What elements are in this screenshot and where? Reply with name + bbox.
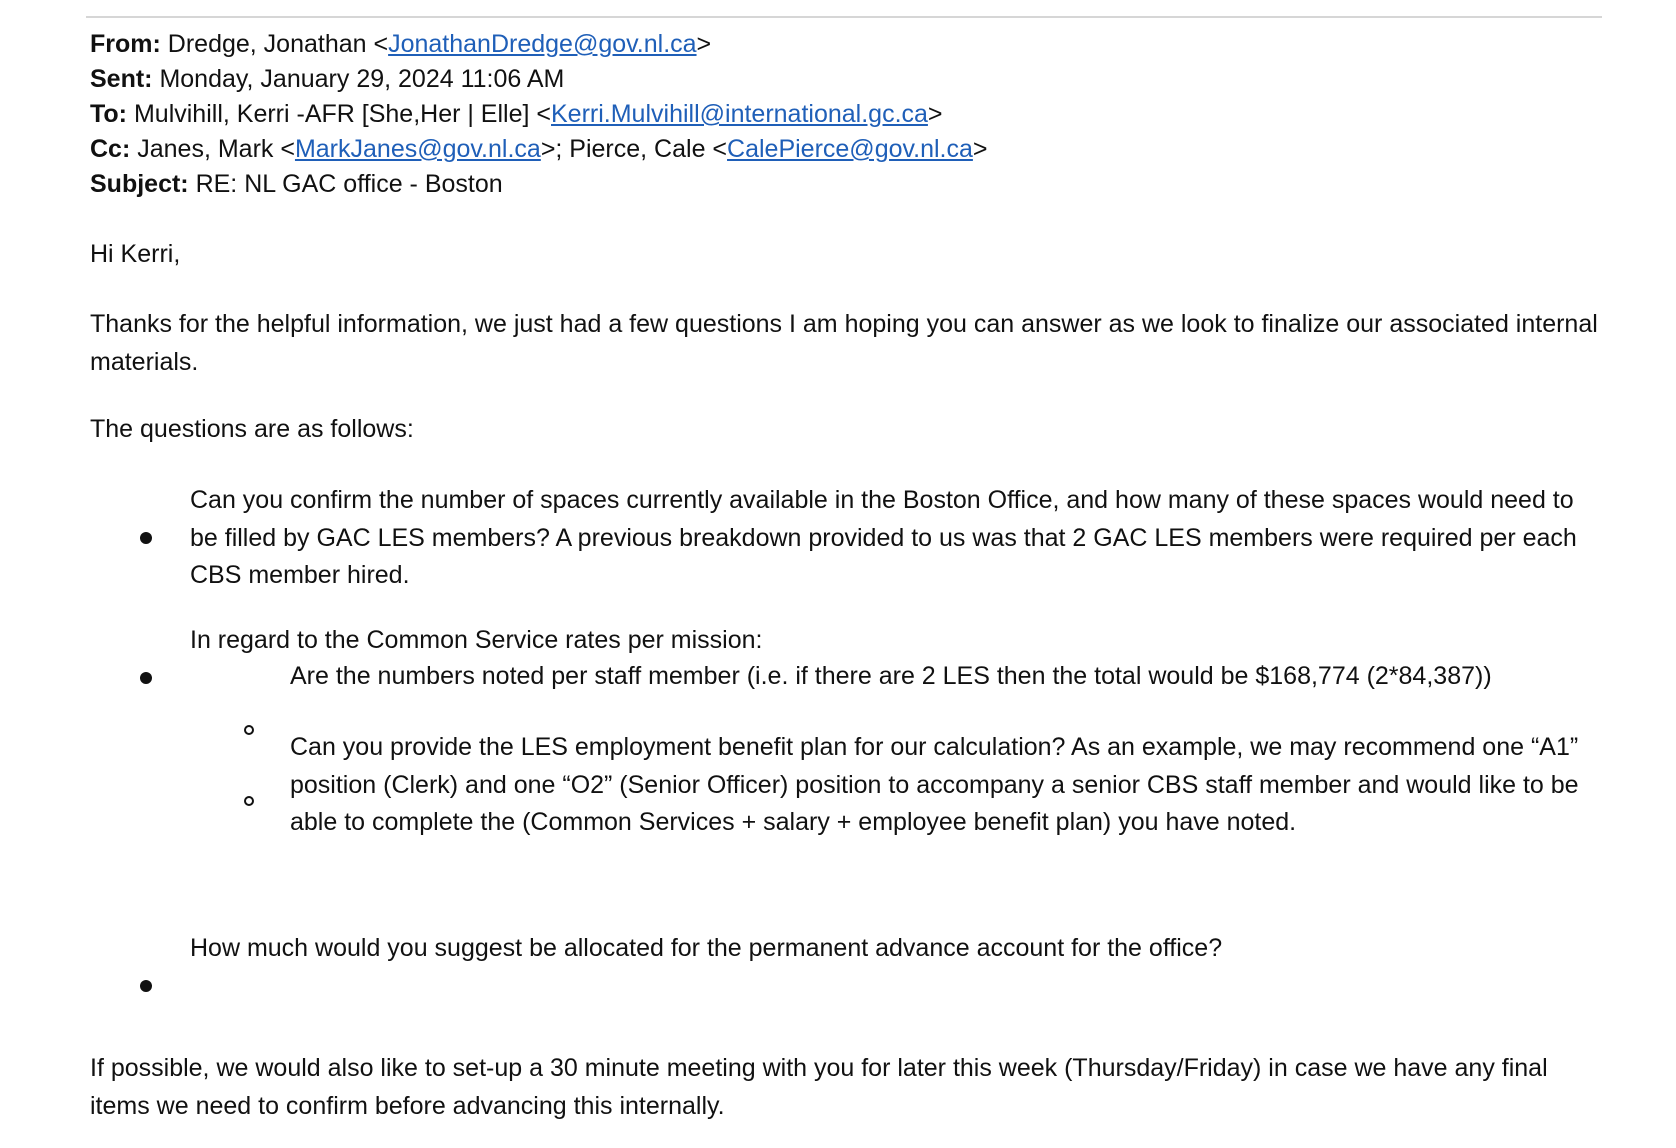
questions-intro: The questions are as follows: [90, 415, 414, 443]
subject-value: RE: NL GAC office - Boston [195, 170, 503, 198]
from-close: > [696, 30, 712, 58]
subject-label: Subject: [90, 170, 189, 198]
bullet-dot [140, 672, 152, 684]
from-label: From: [90, 30, 161, 58]
sub-bullet-item-1: Are the numbers noted per staff member (i.e. if there are 2 LES then the total would be $168,774 (2*84,387)) [290, 662, 1492, 690]
greeting: Hi Kerri, [90, 240, 181, 268]
to-name: Mulvihill, Kerri -AFR [She,Her | Elle] < [133, 100, 551, 128]
cc-close: > [972, 135, 988, 163]
subject-line [90, 166, 503, 202]
header-divider [86, 16, 1602, 18]
to-line [90, 96, 943, 132]
to-label: To: [90, 100, 128, 128]
cc-line [90, 131, 988, 167]
sent-value: Monday, January 29, 2024 11:06 AM [159, 65, 565, 93]
bullet-item-2: In regard to the Common Service rates per mission: [190, 626, 763, 654]
to-close: > [927, 100, 943, 128]
cc-email-link-2[interactable]: CalePierce@gov.nl.ca [727, 135, 973, 163]
from-line [90, 26, 711, 62]
cc-email-link-1[interactable]: MarkJanes@gov.nl.ca [294, 135, 541, 163]
bullet-item-3: How much would you suggest be allocated for the permanent advance account for the office? [190, 934, 1223, 962]
bullet-dot [140, 980, 152, 992]
sent-label: Sent: [90, 65, 153, 93]
bullet-dot [140, 532, 152, 544]
sent-line [90, 61, 564, 97]
from-email-link[interactable]: JonathanDredge@gov.nl.ca [388, 30, 697, 58]
cc-separator: >; Pierce, Cale < [540, 135, 728, 163]
sub-bullet-circle [244, 725, 254, 735]
sub-bullet-item-2: Can you provide the LES employment benefit plan for our calculation? As an example, we may recommend one “A1” position (Clerk) and one “O2” (Senior Officer) position to accompany a senior CBS staff member and would like to be able to complete the (Common Services + salary + employee benefit plan) you have noted. [290, 733, 1579, 836]
to-email-link[interactable]: Kerri.Mulvihill@international.gc.ca [551, 100, 928, 128]
from-name: Dredge, Jonathan < [167, 30, 389, 58]
intro-paragraph: Thanks for the helpful information, we just had a few questions I am hoping you can answer as we look to finalize our associated internal materials. [90, 310, 1598, 376]
sub-bullet-circle [244, 796, 254, 806]
cc-name-1: Janes, Mark < [137, 135, 295, 163]
closing-paragraph: If possible, we would also like to set-up a 30 minute meeting with you for later this week (Thursday/Friday) in case we have any final items we need to confirm before advancing this internally. [90, 1054, 1548, 1120]
cc-label: Cc: [90, 135, 131, 163]
bullet-item-1: Can you confirm the number of spaces currently available in the Boston Office, and how many of these spaces would need to be filled by GAC LES members? A previous breakdown provided to us was that 2 GAC LES members were required per each CBS member hired. [190, 486, 1577, 589]
